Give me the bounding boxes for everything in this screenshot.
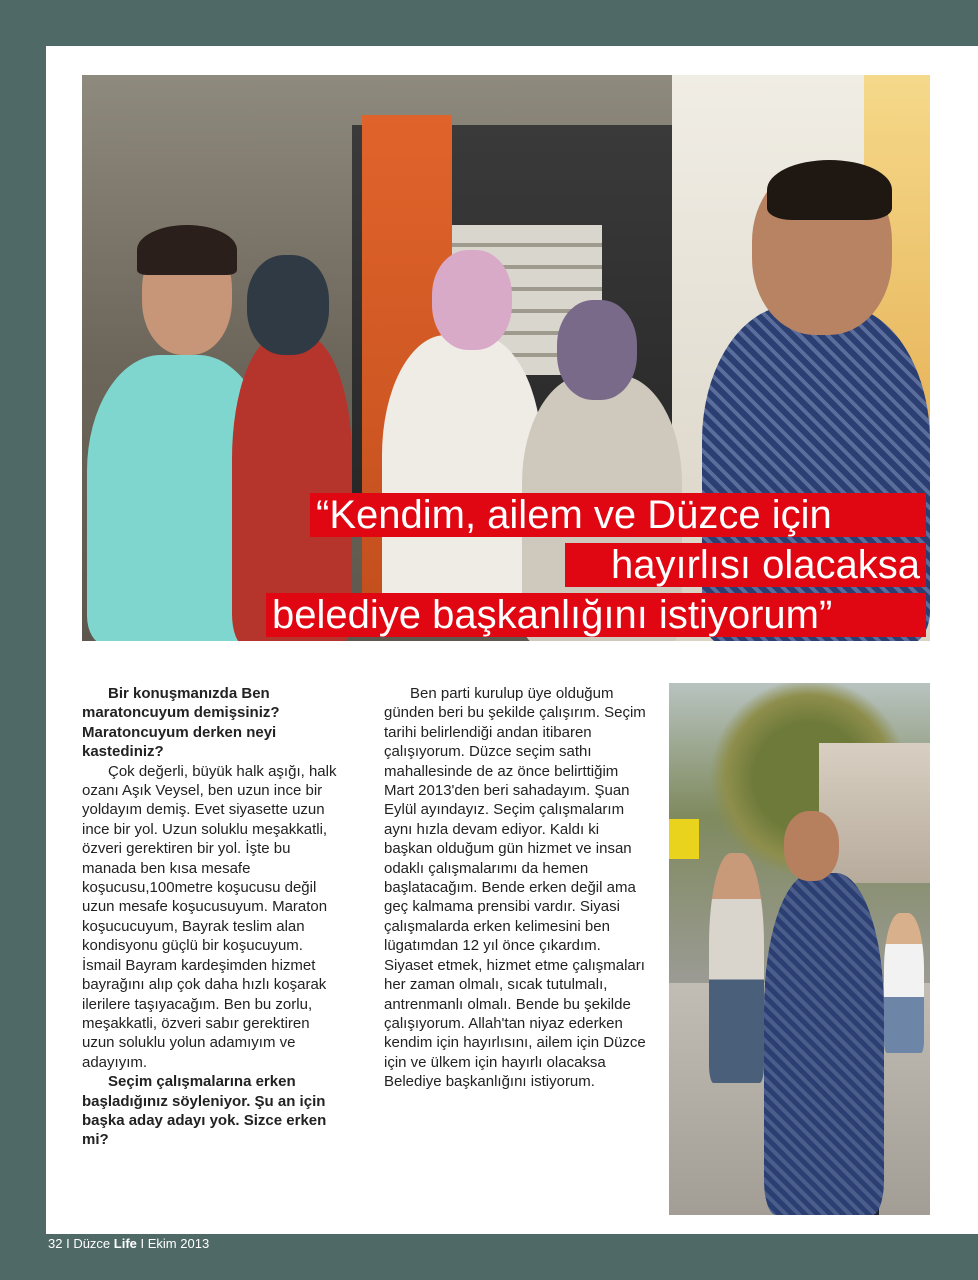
interview-answer-1: Çok değerli, büyük halk aşığı, halk ozanı Aşık Veysel, ben uzun ince bir yoldayım demiş. Evet siyasette uzun ince bir yol. Uzun soluklu meşakkatli, özveri gerektiren bir yol. İşte bu manada ben kısa mesafe koşucusu,100metre koşucusu değil uzun mesafe koşucusuyum. Maraton koşucucuyum, Bayrak teslim alan kondisyonu güçlü bir koşucuyum. İsmail Bayram kardeşimden hizmet bayrağını alıp çok daha hızlı koşarak ilerilere taşıyacağım. Ben bu zorlu, meşakkatli, özveri sabır gerektiren uzun soluklu yolun adamıyım ve adayıyım. bbox=[82, 762, 337, 1071]
page-number: 32 bbox=[48, 1236, 63, 1251]
side-photo bbox=[669, 683, 930, 1215]
quote-line-1: “Kendim, ailem ve Düzce için bbox=[310, 493, 926, 537]
passerby-woman bbox=[709, 853, 764, 1083]
woman-white-cardigan-head bbox=[432, 250, 512, 350]
page-footer bbox=[48, 1236, 209, 1251]
quote-line-3: belediye başkanlığını istiyorum” bbox=[266, 593, 926, 637]
middle-text-column bbox=[384, 684, 646, 1092]
interview-question-2: Seçim çalışmalarına erken başladığınız söyleniyor. Şu an için başka aday adayı yok. Sizce erken mi? bbox=[82, 1073, 327, 1149]
candidate-walking-head bbox=[784, 811, 839, 881]
issue-date: Ekim 2013 bbox=[147, 1236, 210, 1251]
footer-separator-2: I bbox=[136, 1236, 148, 1251]
yellow-sign bbox=[669, 819, 699, 859]
magazine-name: Düzce bbox=[73, 1236, 114, 1251]
magazine-name-bold: Life bbox=[113, 1236, 137, 1251]
interview-question-1: Bir konuşmanızda Ben maratoncuyum demişsiniz? Maratoncuyum derken neyi kastediniz? bbox=[82, 685, 280, 761]
left-text-column bbox=[82, 684, 344, 1150]
quote-line-2: hayırlısı olacaksa bbox=[565, 543, 926, 587]
candidate-hair bbox=[767, 160, 892, 220]
woman-beige-jacket-head bbox=[557, 300, 637, 400]
candidate-walking-figure bbox=[764, 873, 884, 1215]
footer-separator: I bbox=[62, 1236, 74, 1251]
young-man-hair bbox=[137, 225, 237, 275]
passerby-child bbox=[884, 913, 924, 1053]
interview-answer-2: Ben parti kurulup üye olduğum günden beri bu şekilde çalışırım. Seçim tarihi belirlendiği andan itibaren çalışıyorum. Düzce seçim sathı mahallesinde de az önce belirttiğim Mart 2013'den beri sahadayım. Şuan Eylül ayındayız. Seçim çalışmalarım aynı hızla devam ediyor. Kaldı ki başkan olduğum gün hizmet ve insan odaklı çalışmalarımı da hemen başlatacağım. Bende erken değil ama geç kalmama prensibi vardır. Siyasi çalışmalarda erken kelimesini ben lügatımdan 12 yıl önce çıkardım. Siyaset etmek, hizmet etme çalışmaları her zaman olmalı, sıcak tutulmalı, antrenmanlı olmalı. Bende bu şekilde çalışıyorum. Allah'tan niyaz ederken kendim için hayırlısını, ailem için Düzce için ve ülkem için hayırlı olacaksa Belediye başkanlığını istiyorum. bbox=[384, 685, 646, 1091]
candidate-figure bbox=[702, 305, 930, 641]
woman-white-cardigan-figure bbox=[382, 335, 542, 635]
woman-red-coat-head bbox=[247, 255, 329, 355]
